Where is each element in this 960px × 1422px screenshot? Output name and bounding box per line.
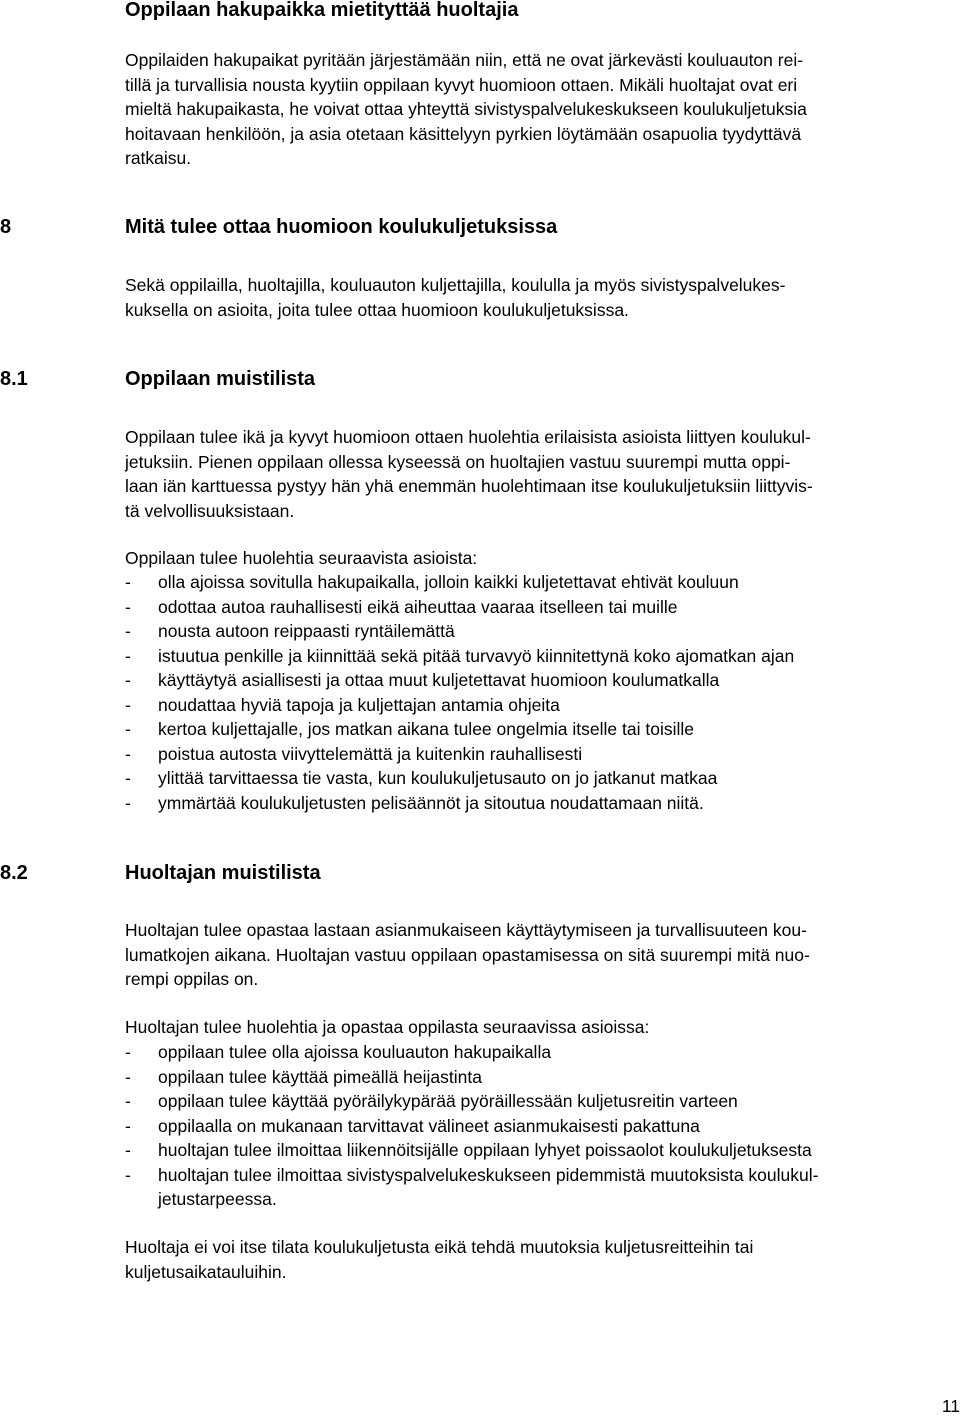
text-line: Sekä oppilailla, huoltajilla, kouluauton kuljettajilla, koululla ja myös sivistyspalvelukes- <box>125 275 786 295</box>
paragraph-huoltajan-vastuu <box>125 918 955 992</box>
text-line: mieltä hakupaikasta, he voivat ottaa yhteyttä sivistyspalvelukeskukseen koulukuljetuksia <box>125 99 807 119</box>
section-number: 8 <box>0 216 12 238</box>
list-item-text: odottaa autoa rauhallisesti eikä aiheuttaa vaaraa itselleen tai muille <box>158 596 678 617</box>
list-item <box>125 1163 955 1212</box>
section-title: Mitä tulee ottaa huomioon koulukuljetuksissa <box>125 216 558 238</box>
list-item-text: ylittää tarvittaessa tie vasta, kun koulukuljetusauto on jo jatkanut matkaa <box>158 768 718 788</box>
bullet-dash: - <box>125 1140 131 1160</box>
list-item <box>125 1089 955 1114</box>
list-item <box>125 595 955 620</box>
bullet-dash: - <box>125 1066 131 1087</box>
bullet-dash: - <box>125 621 131 641</box>
list-item <box>125 668 955 693</box>
text-line: kuksella on asioita, joita tulee ottaa huomioon koulukuljetuksissa. <box>125 299 629 320</box>
list-item <box>125 570 955 595</box>
text-line: ratkaisu. <box>125 148 192 168</box>
bullet-dash: - <box>125 1115 131 1136</box>
bullet-dash: - <box>125 1091 131 1111</box>
list-intro-oppilas: Oppilaan tulee huolehtia seuraavista asioista: <box>125 548 478 568</box>
paragraph-oppilaan-vastuu <box>125 425 955 523</box>
bullet-dash: - <box>125 572 131 592</box>
list-item <box>125 717 955 742</box>
bullet-dash: - <box>125 1042 131 1062</box>
list-item <box>125 693 955 718</box>
list-item-text: oppilaalla on mukanaan tarvittavat välineet asianmukaisesti pakattuna <box>158 1115 700 1136</box>
text-line: laan iän karttuessa pystyy hän yhä enemmän huolehtimaan itse koulukuljetuksiin liittyvis- <box>125 476 813 496</box>
text-line: kuljetusaikatauluihin. <box>125 1261 287 1282</box>
text-line: Oppilaan tulee ikä ja kyvyt huomioon ottaen huolehtia erilaisista asioista liittyen koulukul- <box>125 427 811 447</box>
list-item <box>125 1065 955 1090</box>
list-item-text: oppilaan tulee käyttää pimeällä heijastinta <box>158 1066 482 1087</box>
list-item-text: poistua autosta viivyttelemättä ja kuitenkin rauhallisesti <box>158 743 583 764</box>
list-item-text: noudattaa hyviä tapoja ja kuljettajan antamia ohjeita <box>158 694 560 715</box>
list-intro-huoltaja: Huoltajan tulee huolehtia ja opastaa oppilasta seuraavissa asioissa: <box>125 1017 650 1037</box>
list-item-text: olla ajoissa sovitulla hakupaikalla, jolloin kaikki kuljetettavat ehtivät kouluun <box>158 572 739 592</box>
bullet-dash: - <box>125 694 131 715</box>
list-item-text: käyttäytyä asiallisesti ja ottaa muut kuljetettavat huomioon koulumatkalla <box>158 670 720 690</box>
text-line: jetuksiin. Pienen oppilaan ollessa kyseessä on huoltajien vastuu suurempi mutta oppi- <box>125 451 791 472</box>
section-title: Huoltajan muistilista <box>125 862 321 884</box>
list-item <box>125 1138 955 1163</box>
paragraph-huoltaja-closing <box>125 1235 955 1284</box>
list-item <box>125 791 955 816</box>
page-number: 11 <box>941 1396 960 1416</box>
text-line: hoitavaan henkilöön, ja asia otetaan käsittelyyn pyrkien löytämään osapuolia tyydyttävä <box>125 123 802 144</box>
list-item-text: oppilaan tulee olla ajoissa kouluauton hakupaikalla <box>158 1042 552 1062</box>
text-line: tä velvollisuuksistaan. <box>125 500 295 521</box>
text-line: rempi oppilas on. <box>125 969 259 989</box>
bullet-dash: - <box>125 670 131 690</box>
list-item <box>125 1114 955 1139</box>
list-item <box>125 766 955 791</box>
list-item <box>125 644 955 669</box>
text-line: Oppilaiden hakupaikat pyritään järjestämään niin, että ne ovat järkevästi kouluauton rei- <box>125 50 804 70</box>
text-line: Huoltajan tulee opastaa lastaan asianmukaiseen käyttäytymiseen ja turvallisuuteen kou- <box>125 920 807 940</box>
list-item <box>125 619 955 644</box>
oppilas-checklist <box>125 570 955 815</box>
bullet-dash: - <box>125 1164 131 1185</box>
section-number: 8.1 <box>0 368 28 390</box>
text-line: tillä ja turvallisia nousta kyytiin oppilaan kyvyt huomioon ottaen. Mikäli huoltajat ovat eri <box>125 74 798 95</box>
text-line: lumatkojen aikana. Huoltajan vastuu oppilaan opastamisessa on sitä suurempi mitä nuo- <box>125 944 810 965</box>
text-line: Huoltaja ei voi itse tilata koulukuljetusta eikä tehdä muutoksia kuljetusreitteihin tai <box>125 1237 754 1257</box>
bullet-dash: - <box>125 768 131 788</box>
list-item-text: oppilaan tulee käyttää pyöräilykypärää pyöräillessään kuljetusreitin varteen <box>158 1091 738 1111</box>
list-item-text: nousta autoon reippaasti ryntäilemättä <box>158 621 455 641</box>
list-item-text: huoltajan tulee ilmoittaa sivistyspalvelukeskukseen pidemmistä muutoksista koulukul- jetustarpeessa. <box>158 1164 819 1209</box>
list-item-text: istuutua penkille ja kiinnittää sekä pitää turvavyö kiinnitettynä koko ajomatkan ajan <box>158 645 795 666</box>
list-item-text: ymmärtää koulukuljetusten pelisäännöt ja sitoutua noudattamaan niitä. <box>158 792 704 813</box>
bullet-dash: - <box>125 645 131 666</box>
list-item-text: kertoa kuljettajalle, jos matkan aikana tulee ongelmia itselle tai toisille <box>158 719 694 739</box>
section-title: Oppilaan muistilista <box>125 368 316 390</box>
section-heading-hakupaikka: Oppilaan hakupaikka mietityttää huoltajia <box>125 0 519 21</box>
list-item <box>125 1040 955 1065</box>
paragraph-section-8 <box>125 273 955 322</box>
section-number: 8.2 <box>0 862 28 884</box>
bullet-dash: - <box>125 719 131 739</box>
paragraph-hakupaikka <box>125 48 955 171</box>
bullet-dash: - <box>125 596 131 617</box>
list-item-text: huoltajan tulee ilmoittaa liikennöitsijälle oppilaan lyhyet poissaolot koulukuljetuksesta <box>158 1140 812 1160</box>
list-item <box>125 742 955 767</box>
bullet-dash: - <box>125 792 131 813</box>
bullet-dash: - <box>125 743 131 764</box>
huoltaja-checklist <box>125 1040 955 1212</box>
